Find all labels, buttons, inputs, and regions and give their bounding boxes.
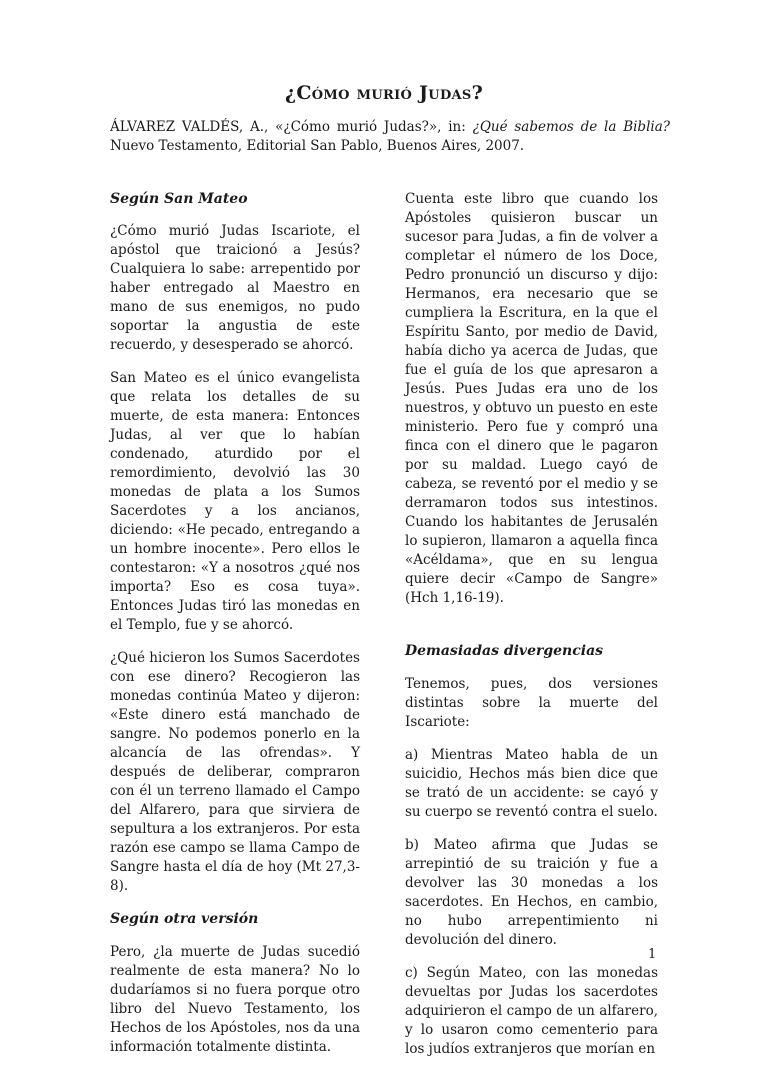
- citation-publisher: Nuevo Testamento, Editorial San Pablo, Buenos Aires, 2007.: [110, 138, 525, 154]
- citation-book-title: ¿Qué sabemos de la Biblia?: [472, 119, 671, 135]
- paragraph: a) Mientras Mateo habla de un suicidio, Hechos más bien dice que se trató de un accidente: se cayó y su cuerpo se reventó contra el suelo.: [405, 747, 658, 820]
- paragraph: c) Según Mateo, con las monedas devueltas por Judas los sacerdotes adquirieron el campo de un alfarero, y lo usaron como cementerio para los judíos extranjeros que morían en: [405, 965, 658, 1057]
- section-heading-segun-otra-version: Según otra versión: [110, 911, 259, 927]
- citation-author: ÁLVAREZ VALDÉS, A., «¿Cómo murió Judas?», in:: [110, 119, 473, 135]
- section-heading-segun-san-mateo: Según San Mateo: [110, 191, 248, 207]
- section-heading-demasiadas-divergencias: Demasiadas divergencias: [405, 643, 604, 659]
- page-title: ¿Cómo murió Judas?: [284, 82, 484, 104]
- right-column: [405, 190, 658, 1073]
- paragraph: ¿Qué hicieron los Sumos Sacerdotes con ese dinero? Recogieron las monedas continúa Mateo y dijeron: «Este dinero está manchado de sangre. No podemos ponerlo en la alcancía de las ofrendas». Y después de deliberar, compraron con él un terreno llamado el Campo del Alfarero, para que sirviera de sepultura a los extranjeros. Por esta razón ese campo se llama Campo de Sangre hasta el día de hoy (Mt 27,3-8).: [110, 650, 360, 894]
- paragraph: Cuenta este libro que cuando los Apóstoles quisieron buscar un sucesor para Judas, a fin de volver a completar el número de los Doce, Pedro pronunció un discurso y dijo: Hermanos, era necesario que se cumpliera la Escritura, en la que el Espíritu Santo, por medio de David, había dicho ya acerca de Judas, que fue el guía de los que apresaron a Jesús. Pues Judas era uno de los nuestros, y obtuvo un puesto en este ministerio. Pero fue y compró una finca con el dinero que le pagaron por su maldad. Luego cayó de cabeza, se reventó por el medio y se derramaron todos sus intestinos. Cuando los habitantes de Jerusalén lo supieron, llamaron a aquella finca «Acéldama», que en su lengua quiere decir «Campo de Sangre» (Hch 1,16-19).: [405, 191, 658, 606]
- page-number: 1: [648, 947, 657, 962]
- citation: [110, 118, 670, 156]
- paragraph: ¿Cómo murió Judas Iscariote, el apóstol que traicionó a Jesús? Cualquiera lo sabe: arrepentido por haber entregado al Maestro en mano de sus enemigos, no pudo soportar la angustia de este recuerdo, y desesperado se ahorcó.: [110, 223, 360, 353]
- paragraph: San Mateo es el único evangelista que relata los detalles de su muerte, de esta manera: Entonces Judas, al ver que lo habían condenado, aturdido por el remordimiento, devolvió las 30 monedas de plata a los Sumos Sacerdotes y a los ancianos, diciendo: «He pecado, entregando a un hombre inocente». Pero ellos le contestaron: «Y a nosotros ¿qué nos importa? Eso es cosa tuya». Entonces Judas tiró las monedas en el Templo, fue y se ahorcó.: [110, 370, 360, 633]
- paragraph: Pero, ¿la muerte de Judas sucedió realmente de esta manera? No lo dudaríamos si no fuera porque otro libro del Nuevo Testamento, los Hechos de los Apóstoles, nos da una información totalmente distinta.: [110, 944, 360, 1055]
- paragraph: Tenemos, pues, dos versiones distintas sobre la muerte del Iscariote:: [405, 676, 658, 730]
- paragraph: b) Mateo afirma que Judas se arrepintió de su traición y fue a devolver las 30 monedas a los sacerdotes. En Hechos, en cambio, no hubo arrepentimiento ni devolución del dinero.: [405, 837, 658, 948]
- left-column: [110, 190, 360, 1071]
